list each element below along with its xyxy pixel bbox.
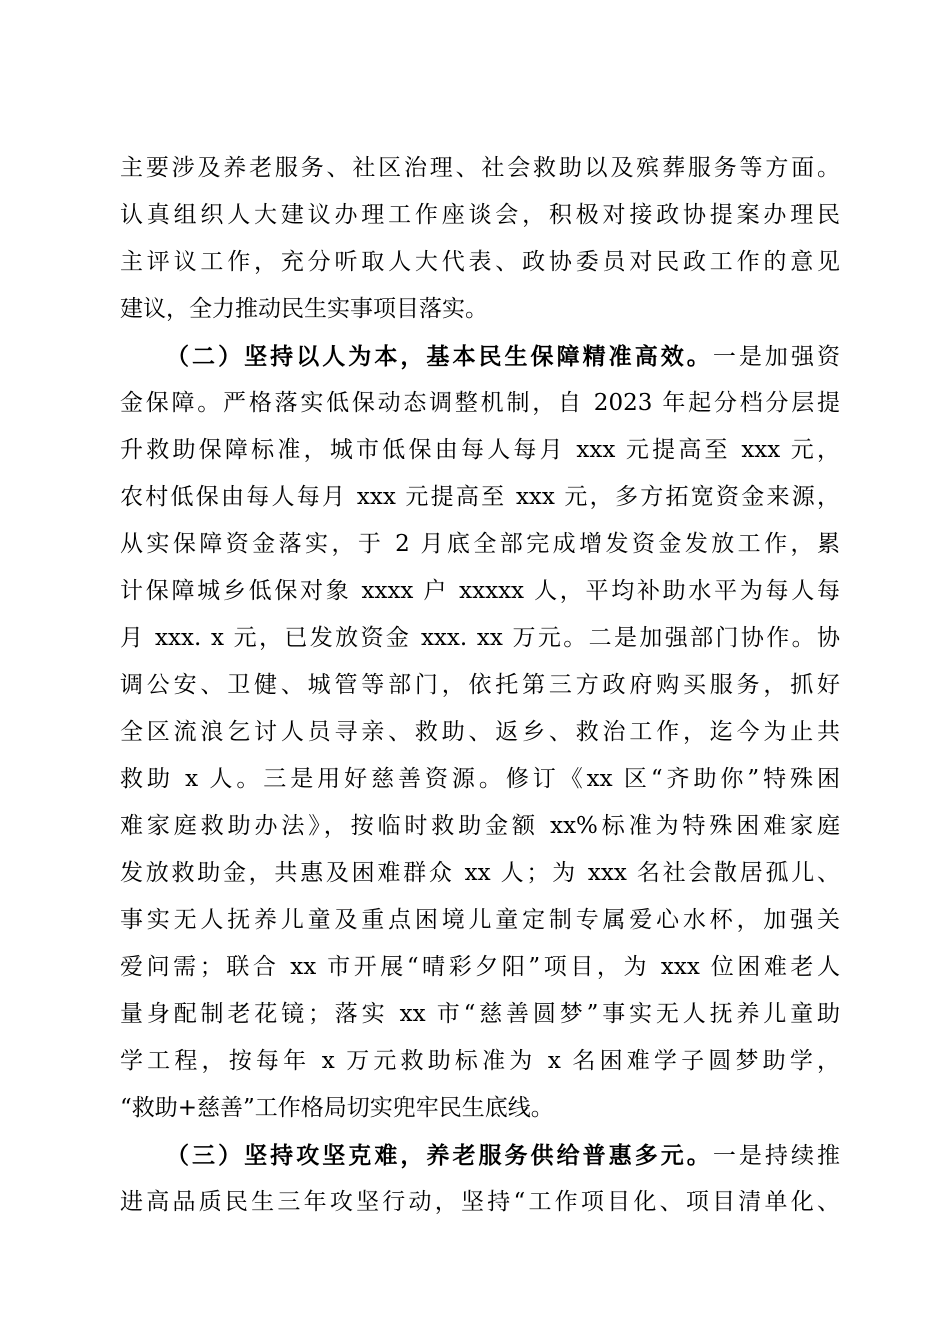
text-line: “救助+慈善”工作格局切实兜牢民生底线。 bbox=[120, 1095, 554, 1121]
text-line: 月 xxx. x 元，已发放资金 xxx. xx 万元。二是加强部门协作。协 bbox=[120, 625, 840, 651]
text-line: 救助 x 人。三是用好慈善资源。修订《xx 区“齐助你”特殊困 bbox=[120, 766, 840, 792]
text-line: 调公安、卫健、城管等部门，依托第三方政府购买服务，抓好 bbox=[120, 672, 840, 698]
text-line: 学工程，按每年 x 万元救助标准为 x 名困难学子圆梦助学， bbox=[120, 1048, 840, 1074]
paragraph-2 bbox=[120, 333, 840, 1132]
text-run: 一是加强资 bbox=[712, 344, 841, 370]
paragraph-1 bbox=[120, 145, 840, 333]
text-line: 主评议工作，充分听取人大代表、政协委员对民政工作的意见 bbox=[120, 249, 840, 275]
text-line: 爱问需；联合 xx 市开展“晴彩夕阳”项目，为 xxx 位困难老人 bbox=[120, 954, 840, 980]
text-line: 难家庭救助办法》，按临时救助金额 xx%标准为特殊困难家庭 bbox=[120, 813, 840, 839]
paragraph-3 bbox=[120, 1132, 840, 1226]
text-line: 发放救助金，共惠及困难群众 xx 人；为 xxx 名社会散居孤儿、 bbox=[120, 860, 840, 886]
text-line: 认真组织人大建议办理工作座谈会，积极对接政协提案办理民 bbox=[120, 202, 840, 228]
text-line: 从实保障资金落实，于 2 月底全部完成增发资金发放工作，累 bbox=[120, 531, 840, 557]
text-line: 建议，全力推动民生实事项目落实。 bbox=[120, 296, 488, 322]
text-line: 事实无人抚养儿童及重点困境儿童定制专属爱心水杯，加强关 bbox=[120, 907, 840, 933]
section-heading: （三）坚持攻坚克难，养老服务供给普惠多元。 bbox=[166, 1142, 713, 1169]
text-line: 金保障。严格落实低保动态调整机制，自 2023 年起分档分层提 bbox=[120, 390, 840, 416]
text-line: 计保障城乡低保对象 xxxx 户 xxxxx 人，平均补助水平为每人每 bbox=[120, 578, 840, 604]
text-run: 一是持续推 bbox=[712, 1143, 841, 1169]
section-heading-line bbox=[120, 333, 840, 380]
document-page bbox=[120, 145, 840, 1226]
section-heading-line bbox=[120, 1132, 840, 1179]
text-line: 农村低保由每人每月 xxx 元提高至 xxx 元，多方拓宽资金来源， bbox=[120, 484, 840, 510]
text-line: 量身配制老花镜；落实 xx 市“慈善圆梦”事实无人抚养儿童助 bbox=[120, 1001, 840, 1027]
text-line: 全区流浪乞讨人员寻亲、救助、返乡、救治工作，迄今为止共 bbox=[120, 719, 840, 745]
section-heading: （二）坚持以人为本，基本民生保障精准高效。 bbox=[166, 343, 713, 370]
text-line: 进高品质民生三年攻坚行动，坚持“工作项目化、项目清单化、 bbox=[120, 1189, 840, 1215]
text-line: 升救助保障标准，城市低保由每人每月 xxx 元提高至 xxx 元， bbox=[120, 437, 840, 463]
text-line: 主要涉及养老服务、社区治理、社会救助以及殡葬服务等方面。 bbox=[120, 155, 840, 181]
